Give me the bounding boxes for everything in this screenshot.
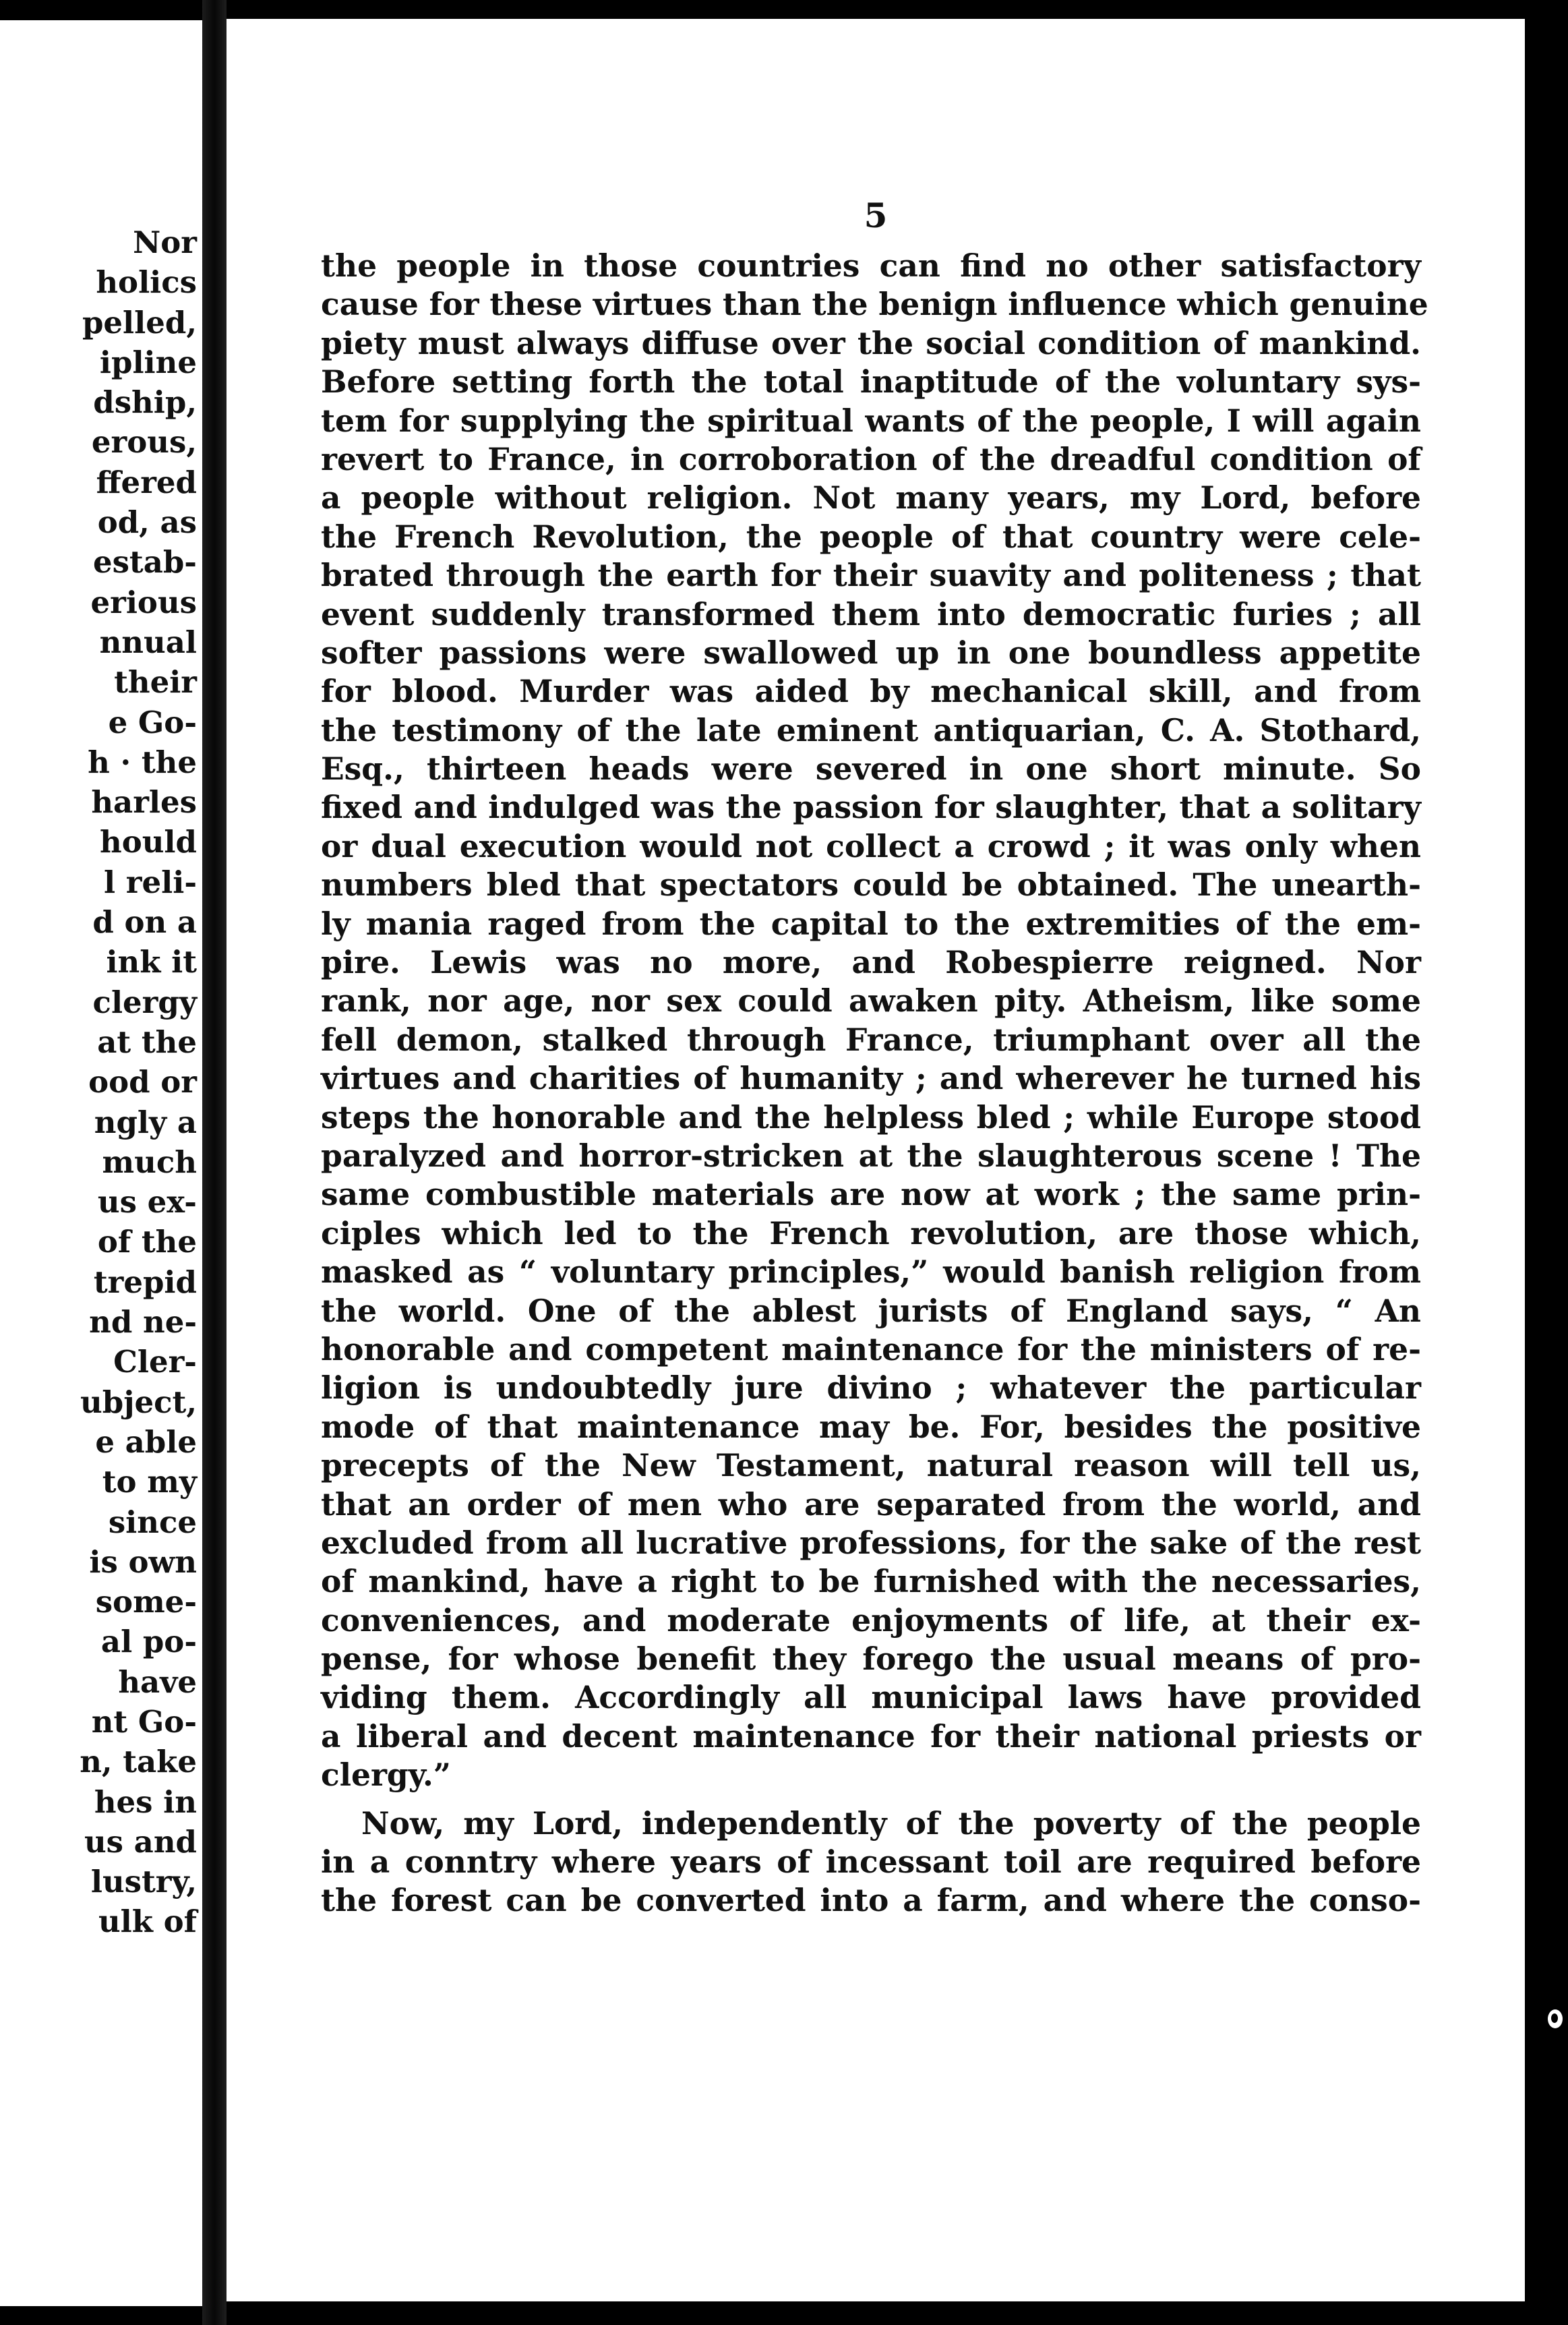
facing-page-line: some-	[95, 1584, 197, 1620]
text-line: a liberal and decent maintenance for their national priests or	[321, 1717, 1421, 1755]
facing-page-line: erous,	[91, 424, 197, 461]
paragraph	[321, 247, 1428, 1795]
text-line: the forest can be converted into a farm, and where the conso-	[321, 1882, 1421, 1919]
facing-page-line: hould	[99, 824, 197, 860]
facing-page-line: have	[118, 1664, 197, 1700]
text-line: cause for these virtues than the benign influence which genuine	[321, 286, 1428, 323]
facing-page-line: h · the	[88, 744, 197, 780]
facing-page-line: ffered	[96, 464, 197, 500]
text-line: ly mania raged from the capital to the extremities of the em-	[321, 905, 1421, 942]
text-line: paralyzed and horror-stricken at the slaughterous scene ! The	[321, 1137, 1421, 1174]
facing-page-line: at the	[97, 1024, 197, 1060]
text-line: ligion is undoubtedly jure divino ; whatever the particular	[321, 1370, 1421, 1407]
facing-page-line: much	[102, 1144, 197, 1180]
book-page	[227, 19, 1525, 2301]
facing-page-line: d on a	[92, 904, 197, 941]
body-text	[321, 247, 1428, 1920]
text-line: a people without religion. Not many years, my Lord, before	[321, 479, 1421, 517]
text-line: the people in those countries can find no other satisfactory	[321, 247, 1421, 284]
facing-page-line: e Go-	[108, 704, 197, 740]
text-line: viding them. Accordingly all municipal laws have provided	[321, 1679, 1421, 1716]
facing-page-line: to my	[102, 1464, 197, 1500]
paragraph	[321, 1804, 1421, 1920]
text-line: precepts of the New Testament, natural reason will tell us,	[321, 1447, 1421, 1484]
page-number: 5	[864, 196, 888, 235]
text-line: mode of that maintenance may be. For, besides the positive	[321, 1408, 1421, 1445]
text-line: or dual execution would not collect a crowd ; it was only when	[321, 827, 1421, 864]
facing-page-fragment	[0, 20, 202, 2306]
facing-page-line: of the	[97, 1224, 197, 1260]
facing-page-line: us and	[84, 1823, 197, 1860]
facing-page-line: nd ne-	[89, 1304, 197, 1341]
facing-page-line: hes in	[94, 1784, 197, 1820]
text-line: rank, nor age, nor sex could awaken pity. Atheism, like some	[321, 982, 1421, 1020]
text-line: steps the honorable and the helpless bled ; while Europe stood	[321, 1098, 1421, 1136]
text-line: in a conntry where years of incessant toil are required before	[321, 1844, 1421, 1881]
facing-page-line: n, take	[80, 1744, 197, 1780]
text-line: for blood. Murder was aided by mechanical skill, and from	[321, 673, 1421, 710]
text-line: revert to France, in corroboration of the dreadful condition of	[321, 440, 1421, 477]
facing-page-line: ood or	[88, 1064, 197, 1100]
text-line: same combustible materials are now at work ; the same prin-	[321, 1176, 1421, 1213]
facing-page-line: lustry,	[90, 1864, 197, 1900]
facing-page-line: od, as	[97, 504, 197, 541]
text-line: Before setting forth the total inaptitude of the voluntary sys-	[321, 363, 1421, 401]
facing-page-line: us ex-	[97, 1184, 197, 1220]
facing-page-line: al po-	[100, 1624, 197, 1660]
facing-page-text	[0, 223, 202, 1942]
facing-page-line: ipline	[99, 344, 197, 380]
facing-page-line: is own	[89, 1543, 197, 1580]
facing-page-line: their	[114, 664, 197, 701]
facing-page-line: ink it	[106, 944, 197, 980]
facing-page-line: e able	[95, 1423, 197, 1460]
facing-page-line: ubject,	[80, 1384, 197, 1420]
text-line: honorable and competent maintenance for the ministers of re-	[321, 1330, 1421, 1367]
text-line: conveniences, and moderate enjoyments of life, at their ex-	[321, 1601, 1421, 1639]
text-line: softer passions were swallowed up in one boundless appetite	[321, 634, 1421, 671]
facing-page-line: ngly a	[94, 1104, 197, 1140]
text-line: that an order of men who are separated from the world, and	[321, 1485, 1421, 1523]
text-line: fixed and indulged was the passion for slaughter, that a solitary	[321, 789, 1421, 826]
facing-page-line: nt Go-	[91, 1703, 197, 1740]
text-line: event suddenly transformed them into democratic furies ; all	[321, 595, 1421, 632]
text-line: ciples which led to the French revolution, are those which,	[321, 1214, 1421, 1252]
text-line: pense, for whose benefit they forego the usual means of pro-	[321, 1641, 1421, 1678]
text-line: excluded from all lucrative professions, for the sake of the rest	[321, 1524, 1421, 1561]
facing-page-line: nnual	[99, 624, 197, 660]
facing-page-line: holics	[96, 264, 197, 301]
text-line: masked as “ voluntary principles,” would banish religion from	[321, 1254, 1421, 1291]
text-line: virtues and charities of humanity ; and wherever he turned his	[321, 1060, 1421, 1097]
facing-page-line: estab-	[92, 544, 197, 581]
text-line: the testimony of the late eminent antiquarian, C. A. Stothard,	[321, 711, 1421, 748]
scan-speck	[1548, 2009, 1563, 2028]
facing-page-line: Cler-	[113, 1344, 197, 1380]
facing-page-line: clergy	[92, 984, 197, 1020]
text-line: piety must always diffuse over the social condition of mankind.	[321, 324, 1421, 361]
text-line: clergy.”	[321, 1757, 451, 1794]
facing-page-line: trepid	[93, 1264, 197, 1300]
text-line: fell demon, stalked through France, triumphant over all the	[321, 1021, 1421, 1058]
facing-page-line: erious	[90, 584, 197, 620]
text-line: Esq., thirteen heads were severed in one short minute. So	[321, 751, 1421, 788]
text-line: brated through the earth for their suavity and politeness ; that	[321, 557, 1421, 594]
text-line: the French Revolution, the people of that country were cele-	[321, 518, 1421, 555]
facing-page-line: Nor	[133, 225, 197, 260]
text-line: tem for supplying the spiritual wants of the people, I will again	[321, 402, 1421, 439]
facing-page-line: ulk of	[98, 1904, 197, 1940]
facing-page-line: l reli-	[104, 864, 197, 900]
facing-page-line: dship,	[93, 384, 197, 421]
facing-page-line: harles	[91, 784, 197, 821]
text-line: the world. One of the ablest jurists of England says, “ An	[321, 1292, 1421, 1329]
book-gutter	[202, 0, 227, 2325]
text-line: Now, my Lord, independently of the poverty of the people	[361, 1804, 1421, 1842]
facing-page-line: pelled,	[82, 304, 197, 341]
text-line: pire. Lewis was no more, and Robespierre reigned. Nor	[321, 944, 1421, 981]
facing-page-line: since	[108, 1504, 197, 1540]
text-line: numbers bled that spectators could be obtained. The unearth-	[321, 866, 1421, 904]
text-line: of mankind, have a right to be furnished with the necessaries,	[321, 1563, 1421, 1600]
